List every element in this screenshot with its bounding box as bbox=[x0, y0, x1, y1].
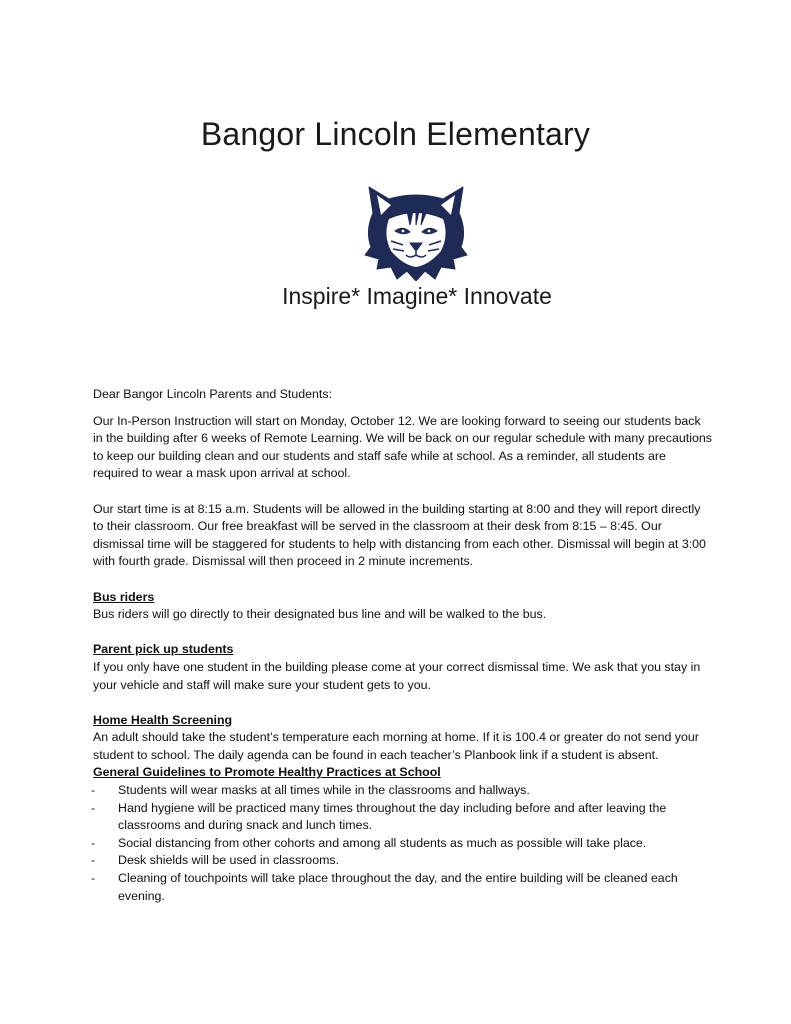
guidelines-list bbox=[93, 782, 713, 905]
health-screening-heading: Home Health Screening bbox=[93, 712, 233, 727]
school-motto: Inspire* Imagine* Innovate bbox=[282, 283, 552, 309]
list-item: - Students will wear masks at all times while in the classrooms and hallways. bbox=[93, 782, 713, 800]
school-title: Bangor Lincoln Elementary bbox=[200, 116, 591, 152]
letter-body bbox=[93, 386, 713, 905]
list-item: - Desk shields will be used in classrooms. bbox=[93, 852, 713, 870]
schedule-paragraph: Our start time is at 8:15 a.m. Students will be allowed in the building starting at 8:00 and they will report directly to their classroom. Our free breakfast will be served in the classroom at their desk from 8:15 – 8:45. Our dismissal time will be staggered for students to help with distancing from each other. Dismissal will begin at 3:00 with fourth grade. Dismissal will then proceed in 2 minute increments. bbox=[93, 501, 706, 569]
list-item: - Cleaning of touchpoints will take place throughout the day, and the entire building will be cleaned each evening. bbox=[91, 871, 678, 903]
guidelines-heading: General Guidelines to Promote Healthy Practices at School bbox=[93, 765, 441, 780]
bus-riders-text: Bus riders will go directly to their designated bus line and will be walked to the bus. bbox=[93, 607, 547, 622]
list-item: - Social distancing from other cohorts and among all students as much as possible will take place. bbox=[93, 835, 713, 853]
bus-riders-heading: Bus riders bbox=[93, 589, 155, 604]
list-item: - Hand hygiene will be practiced many times throughout the day including before and after leaving the classrooms and during snack and lunch times. bbox=[91, 800, 667, 833]
parent-pickup-heading: Parent pick up students bbox=[93, 642, 234, 657]
bullet-marker: - bbox=[91, 853, 96, 868]
bullet-marker: - bbox=[91, 871, 96, 886]
intro-paragraph: Our In-Person Instruction will start on Monday, October 12. We are looking forward to seeing our students back in the building after 6 weeks of Remote Learning. We will be back on our regular schedule with many precautions to keep our building clean and our students and staff safe while at school. As a reminder, all students are required to wear a mask upon arrival at school. bbox=[93, 413, 712, 481]
bobcat-mascot-icon bbox=[363, 185, 469, 281]
greeting: Dear Bangor Lincoln Parents and Students: bbox=[93, 387, 333, 401]
bullet-marker: - bbox=[91, 835, 96, 850]
parent-pickup-text: If you only have one student in the building please come at your correct dismissal time. We ask that you stay in your vehicle and staff will make sure your student gets to you. bbox=[93, 659, 701, 692]
bullet-marker: - bbox=[91, 800, 96, 815]
bullet-marker: - bbox=[91, 783, 96, 798]
health-screening-text: An adult should take the student’s temperature each morning at home. If it is 100.4 or greater do not send your student to school. The daily agenda can be found in each teacher’s Planbook link if a student is absent. bbox=[93, 730, 699, 762]
